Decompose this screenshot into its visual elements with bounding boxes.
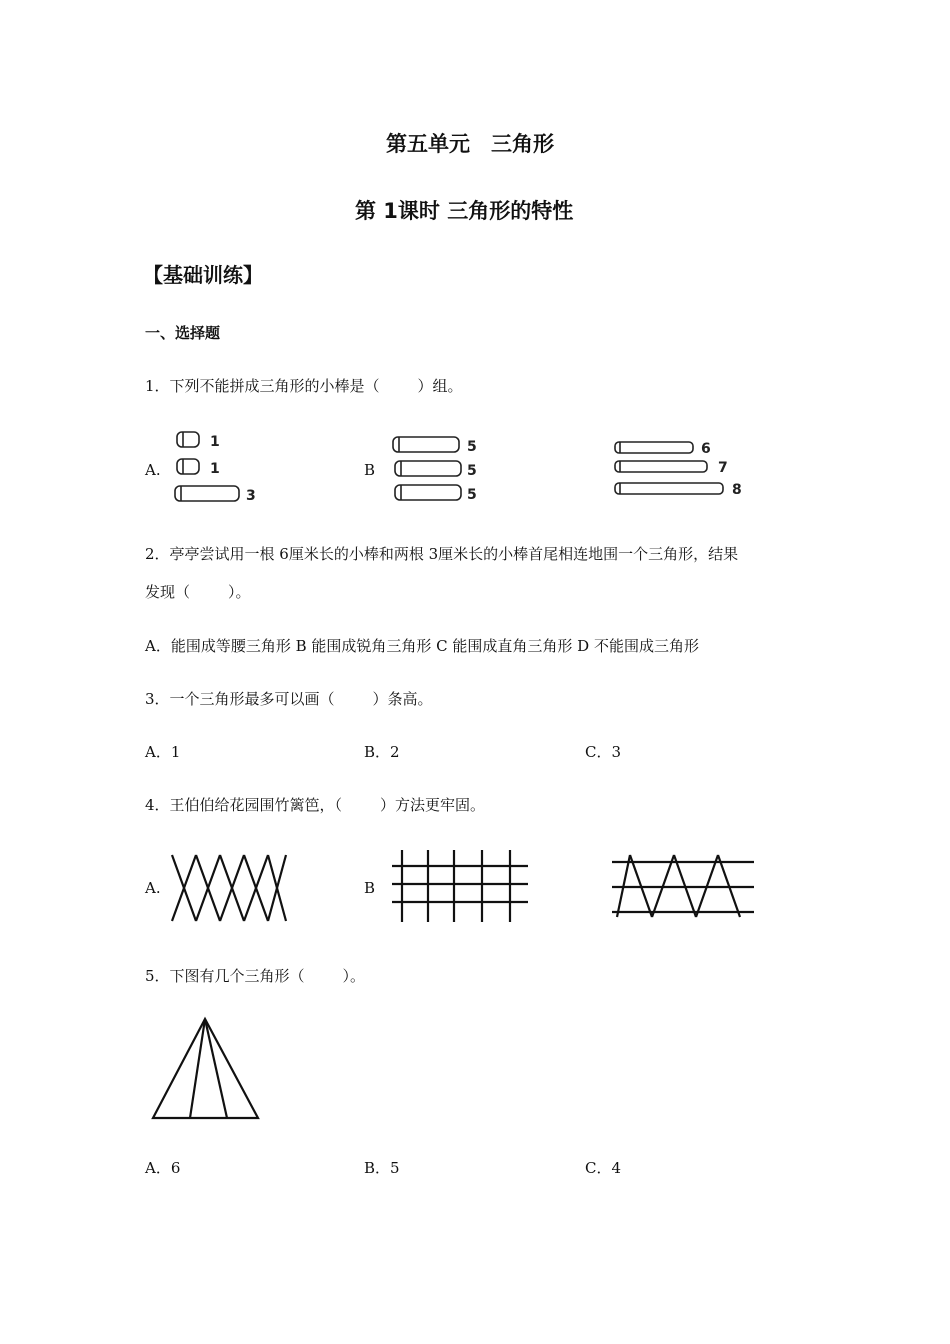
svg-text:6: 6 — [701, 441, 711, 457]
svg-text:5: 5 — [467, 439, 477, 455]
question-5 — [145, 965, 365, 986]
stick-b2 — [395, 461, 477, 479]
question-1 — [145, 375, 463, 396]
stick-c3 — [615, 482, 742, 498]
stick-c2 — [615, 460, 728, 476]
fence-b-label: B — [364, 879, 376, 897]
question-4-text: 4．王伯伯给花园围竹篱笆，（ — [145, 796, 343, 814]
fence-a-pattern — [168, 853, 293, 923]
stick-group-b — [390, 434, 480, 504]
section-title: 【基础训练】 — [143, 263, 263, 287]
question-5-option-c: C．4 — [585, 1159, 622, 1177]
svg-text:8: 8 — [732, 482, 742, 498]
fence-c-pattern — [612, 853, 757, 918]
stick-c1 — [615, 441, 711, 457]
question-5-option-b: B．5 — [364, 1159, 400, 1177]
svg-text:1: 1 — [210, 461, 220, 477]
option-a-label: A. — [145, 461, 161, 479]
stick-a3 — [175, 486, 256, 504]
unit-title: 第五单元 三角形 — [386, 132, 554, 156]
question-4 — [145, 794, 485, 815]
question-3-option-b: B．2 — [364, 743, 400, 761]
stick-a1 — [177, 432, 220, 450]
stick-b3 — [395, 485, 477, 503]
question-1-text-end: ）组。 — [417, 377, 463, 395]
question-2-text-end: ）。 — [228, 583, 251, 601]
fence-a-label: A. — [145, 879, 161, 897]
question-3-text: 3．一个三角形最多可以画（ — [145, 690, 335, 708]
part-title: 一、选择题 — [145, 324, 221, 342]
svg-text:5: 5 — [467, 487, 477, 503]
stick-group-c — [612, 438, 752, 498]
question-5-text: 5．下图有几个三角形（ — [145, 967, 305, 985]
svg-text:1: 1 — [210, 434, 220, 450]
question-3-text-end: ）条高。 — [372, 690, 433, 708]
question-5-text-end: ）。 — [342, 967, 366, 985]
question-2-options: A．能围成等腰三角形 B 能围成锐角三角形 C 能围成直角三角形 D 不能围成三角形 — [145, 637, 699, 655]
stick-b1 — [393, 437, 477, 455]
question-1-text: 1．下列不能拼成三角形的小棒是（ — [145, 377, 380, 395]
lesson-title: 第 1课时 三角形的特性 — [355, 199, 574, 223]
option-b-label: B — [364, 461, 376, 479]
svg-text:5: 5 — [467, 463, 477, 479]
question-3-option-a: A．1 — [145, 743, 181, 761]
question-2-text: 发现（ — [145, 583, 191, 601]
question-2-line-2 — [145, 581, 251, 602]
stick-group-a — [170, 428, 270, 508]
stick-a2 — [177, 459, 220, 477]
question-2-line-1: 2．亭亭尝试用一根 6厘米长的小棒和两根 3厘米长的小棒首尾相连地围一个三角形，结果 — [145, 545, 739, 563]
question-4-text-end: ）方法更牢固。 — [380, 796, 486, 814]
triangle-figure — [150, 1017, 265, 1122]
question-5-option-a: A．6 — [145, 1159, 181, 1177]
question-3 — [145, 688, 433, 709]
question-3-option-c: C．3 — [585, 743, 622, 761]
svg-text:3: 3 — [246, 488, 256, 504]
fence-b-pattern — [392, 850, 532, 925]
svg-text:7: 7 — [718, 460, 728, 476]
